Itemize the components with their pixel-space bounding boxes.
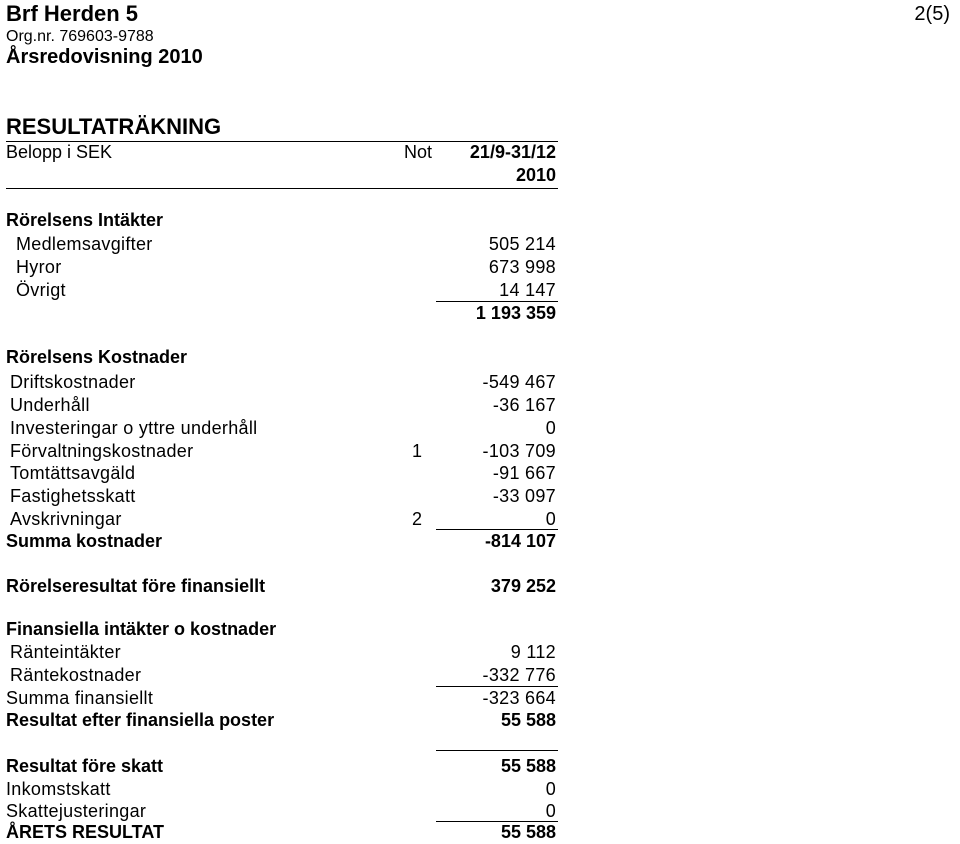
income-total: 1 193 359 bbox=[475, 303, 556, 323]
org-number: Org.nr. 769603-9788 bbox=[6, 28, 154, 45]
row-value: -36 167 bbox=[492, 395, 556, 415]
table-row bbox=[0, 710, 560, 732]
row-label: Avskrivningar bbox=[10, 509, 122, 529]
table-row bbox=[0, 257, 560, 279]
table-row bbox=[0, 418, 560, 440]
table-row bbox=[0, 486, 560, 508]
document-subtitle: Årsredovisning 2010 bbox=[6, 46, 203, 68]
annual-result-row bbox=[0, 822, 560, 844]
header-underline bbox=[6, 188, 558, 189]
row-label: Hyror bbox=[16, 257, 62, 277]
row-value: 55 588 bbox=[500, 710, 556, 730]
section-heading-costs bbox=[0, 347, 560, 369]
row-label: Rörelseresultat före finansiellt bbox=[6, 576, 266, 596]
table-row bbox=[0, 509, 560, 531]
table-row bbox=[0, 642, 560, 664]
table-row bbox=[0, 463, 560, 485]
row-value: -91 667 bbox=[492, 463, 556, 483]
row-value: 9 112 bbox=[510, 642, 556, 662]
row-value: 14 147 bbox=[499, 280, 556, 300]
section-heading-label: Rörelsens Intäkter bbox=[6, 210, 164, 230]
section-heading-label: Finansiella intäkter o kostnader bbox=[6, 619, 277, 639]
row-label: Räntekostnader bbox=[10, 665, 142, 685]
costs-total: -814 107 bbox=[484, 531, 556, 551]
table-row bbox=[0, 688, 560, 710]
table-row bbox=[0, 756, 560, 778]
subtotal-rule bbox=[436, 529, 558, 530]
column-header-row bbox=[0, 142, 560, 164]
table-row bbox=[0, 665, 560, 687]
table-row bbox=[0, 801, 560, 823]
table-row bbox=[0, 372, 560, 394]
table-row bbox=[0, 395, 560, 417]
row-value: 379 252 bbox=[490, 576, 556, 596]
row-value: -323 664 bbox=[482, 688, 556, 708]
row-label: Summa kostnader bbox=[6, 531, 163, 551]
table-row bbox=[0, 280, 560, 302]
row-value: -33 097 bbox=[492, 486, 556, 506]
row-label: Förvaltningskostnader bbox=[10, 441, 194, 461]
row-value: 0 bbox=[545, 801, 556, 821]
row-label: Fastighetsskatt bbox=[10, 486, 136, 506]
row-value: -332 776 bbox=[482, 665, 556, 685]
section-heading-income bbox=[0, 210, 560, 232]
row-value: 55 588 bbox=[500, 756, 556, 776]
operating-result-row bbox=[0, 576, 560, 598]
subtotal-row bbox=[0, 303, 560, 325]
row-value: 0 bbox=[545, 509, 556, 529]
column-label-amount: Belopp i SEK bbox=[6, 142, 113, 162]
row-value: 55 588 bbox=[500, 822, 556, 842]
row-note: 2 bbox=[411, 509, 422, 529]
subtotal-rule bbox=[436, 750, 558, 751]
subtotal-rule bbox=[436, 686, 558, 687]
section-heading-financial bbox=[0, 619, 560, 641]
row-note: 1 bbox=[411, 441, 422, 461]
row-label: Underhåll bbox=[10, 395, 90, 415]
subtotal-rule bbox=[436, 301, 558, 302]
row-label: ÅRETS RESULTAT bbox=[6, 822, 164, 842]
row-value: 505 214 bbox=[488, 234, 556, 254]
column-label-year: 2010 bbox=[515, 165, 556, 185]
row-label: Summa finansiellt bbox=[6, 688, 154, 708]
row-label: Skattejusteringar bbox=[6, 801, 147, 821]
row-value: 0 bbox=[545, 418, 556, 438]
table-row bbox=[0, 234, 560, 256]
row-label: Resultat efter finansiella poster bbox=[6, 710, 275, 730]
row-label: Övrigt bbox=[16, 280, 66, 300]
subtotal-row bbox=[0, 531, 560, 553]
section-heading-label: Rörelsens Kostnader bbox=[6, 347, 188, 367]
row-label: Driftskostnader bbox=[10, 372, 136, 392]
row-label: Resultat före skatt bbox=[6, 756, 164, 776]
row-value: -549 467 bbox=[482, 372, 556, 392]
row-label: Tomtättsavgäld bbox=[10, 463, 136, 483]
row-label: Ränteintäkter bbox=[10, 642, 121, 662]
row-value: 673 998 bbox=[488, 257, 556, 277]
row-label: Investeringar o yttre underhåll bbox=[10, 418, 258, 438]
column-header-year-row bbox=[0, 165, 560, 187]
column-label-not: Not bbox=[403, 142, 432, 162]
column-label-period: 21/9-31/12 bbox=[469, 142, 556, 162]
row-label: Medlemsavgifter bbox=[16, 234, 153, 254]
table-row bbox=[0, 779, 560, 801]
row-value: -103 709 bbox=[482, 441, 556, 461]
row-value: 0 bbox=[545, 779, 556, 799]
document-title: Brf Herden 5 bbox=[6, 1, 139, 26]
page-number: 2(5) bbox=[914, 3, 950, 25]
row-label: Inkomstskatt bbox=[6, 779, 111, 799]
report-title: RESULTATRÄKNING bbox=[6, 114, 222, 139]
table-row bbox=[0, 441, 560, 463]
